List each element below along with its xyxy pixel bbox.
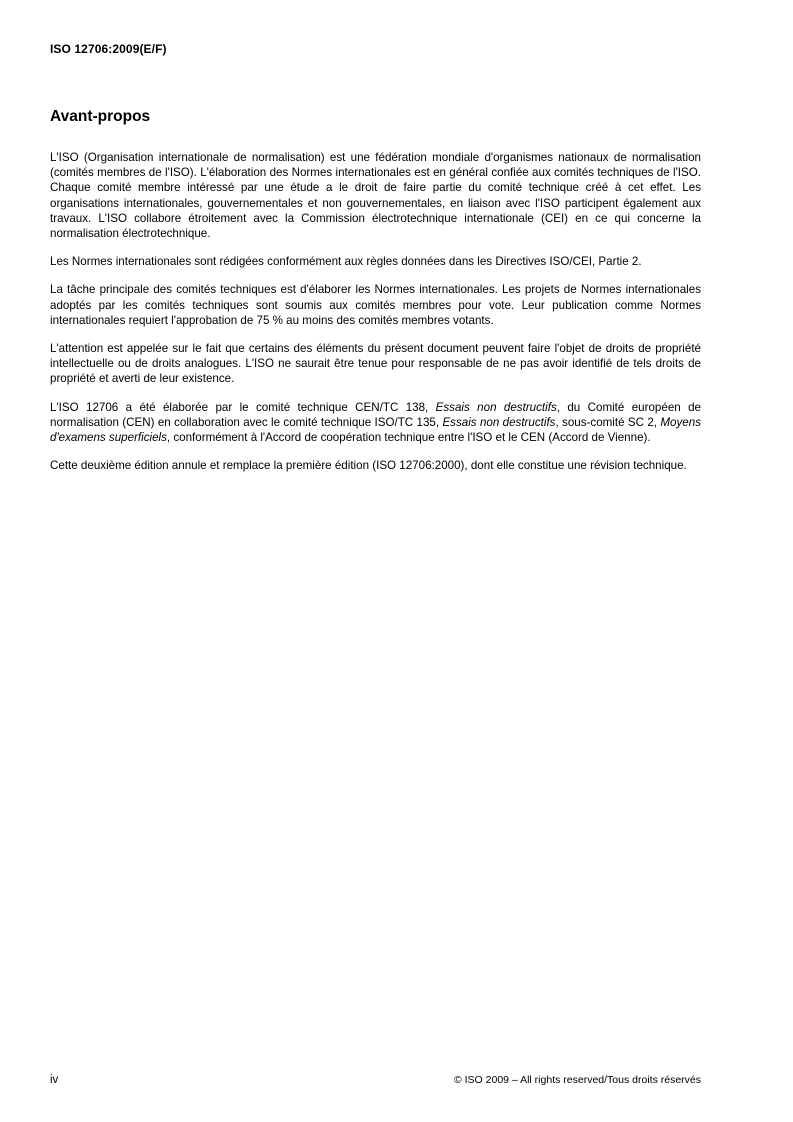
text-segment: , sous-comité SC 2, bbox=[555, 415, 661, 429]
body-paragraph bbox=[50, 341, 701, 387]
text-segment: La tâche principale des comités techniques est d'élaborer les Normes internationales. Les projets de Normes internationales adoptés par les comités techniques sont soumis aux comités membres pour vote. Leur publication comme Normes internationales requiert l'approbation de 75 % au moins des comités membres votants. bbox=[50, 283, 701, 327]
text-segment: Les Normes internationales sont rédigées conformément aux règles données dans les Directives ISO/CEI, Partie 2. bbox=[50, 255, 642, 269]
italic-text-segment: Moyens d'examens superficiels bbox=[50, 415, 701, 445]
page-number: iv bbox=[50, 1074, 59, 1086]
text-segment: , du Comité européen de normalisation (CEN) en collaboration avec le comité technique ISO/TC 135, bbox=[50, 400, 701, 429]
text-segment: L'ISO (Organisation internationale de normalisation) est une fédération mondiale d'organismes nationaux de normalisation (comités membres de l'ISO). L'élaboration des Normes internationales est en général confiée aux comités techniques de l'ISO. Chaque comité membre intéressé par une étude a le droit de faire partie du comité technique créé à cet effet. Les organisations internationales, gouvernementales et non gouvernementales, en liaison avec l'ISO participent également aux travaux. L'ISO collabore étroitement avec la Commission électrotechnique internationale (CEI) en ce qui concerne la normalisation électrotechnique. bbox=[50, 151, 701, 241]
document-reference-header: ISO 12706:2009(E/F) bbox=[50, 42, 167, 56]
paragraph-list bbox=[50, 150, 701, 473]
text-segment: , conformément à l'Accord de coopération technique entre l'ISO et le CEN (Accord de Vienne). bbox=[166, 431, 651, 445]
page-footer bbox=[50, 1074, 701, 1086]
body-paragraph bbox=[50, 282, 701, 328]
copyright-notice: © ISO 2009 – All rights reserved/Tous droits réservés bbox=[453, 1074, 701, 1086]
italic-text-segment: Essais non destructifs bbox=[442, 415, 556, 429]
italic-text-segment: Essais non destructifs bbox=[435, 400, 557, 414]
body-paragraph bbox=[50, 458, 701, 473]
page-title: Avant-propos bbox=[50, 108, 151, 125]
text-segment: L'ISO 12706 a été élaborée par le comité technique CEN/TC 138, bbox=[50, 400, 436, 414]
body-paragraph bbox=[50, 150, 701, 241]
text-segment: L'attention est appelée sur le fait que certains des éléments du présent document peuvent faire l'objet de droits de propriété intellectuelle ou de droits analogues. L'ISO ne saurait être tenue pour responsable de ne pas avoir identifié de tels droits de propriété et averti de leur existence. bbox=[50, 342, 701, 386]
body-paragraph bbox=[50, 254, 701, 269]
text-segment: Cette deuxième édition annule et remplace la première édition (ISO 12706:2000), dont elle constitue une révision technique. bbox=[50, 459, 687, 473]
body-paragraph bbox=[50, 400, 701, 446]
page-content bbox=[50, 42, 701, 486]
